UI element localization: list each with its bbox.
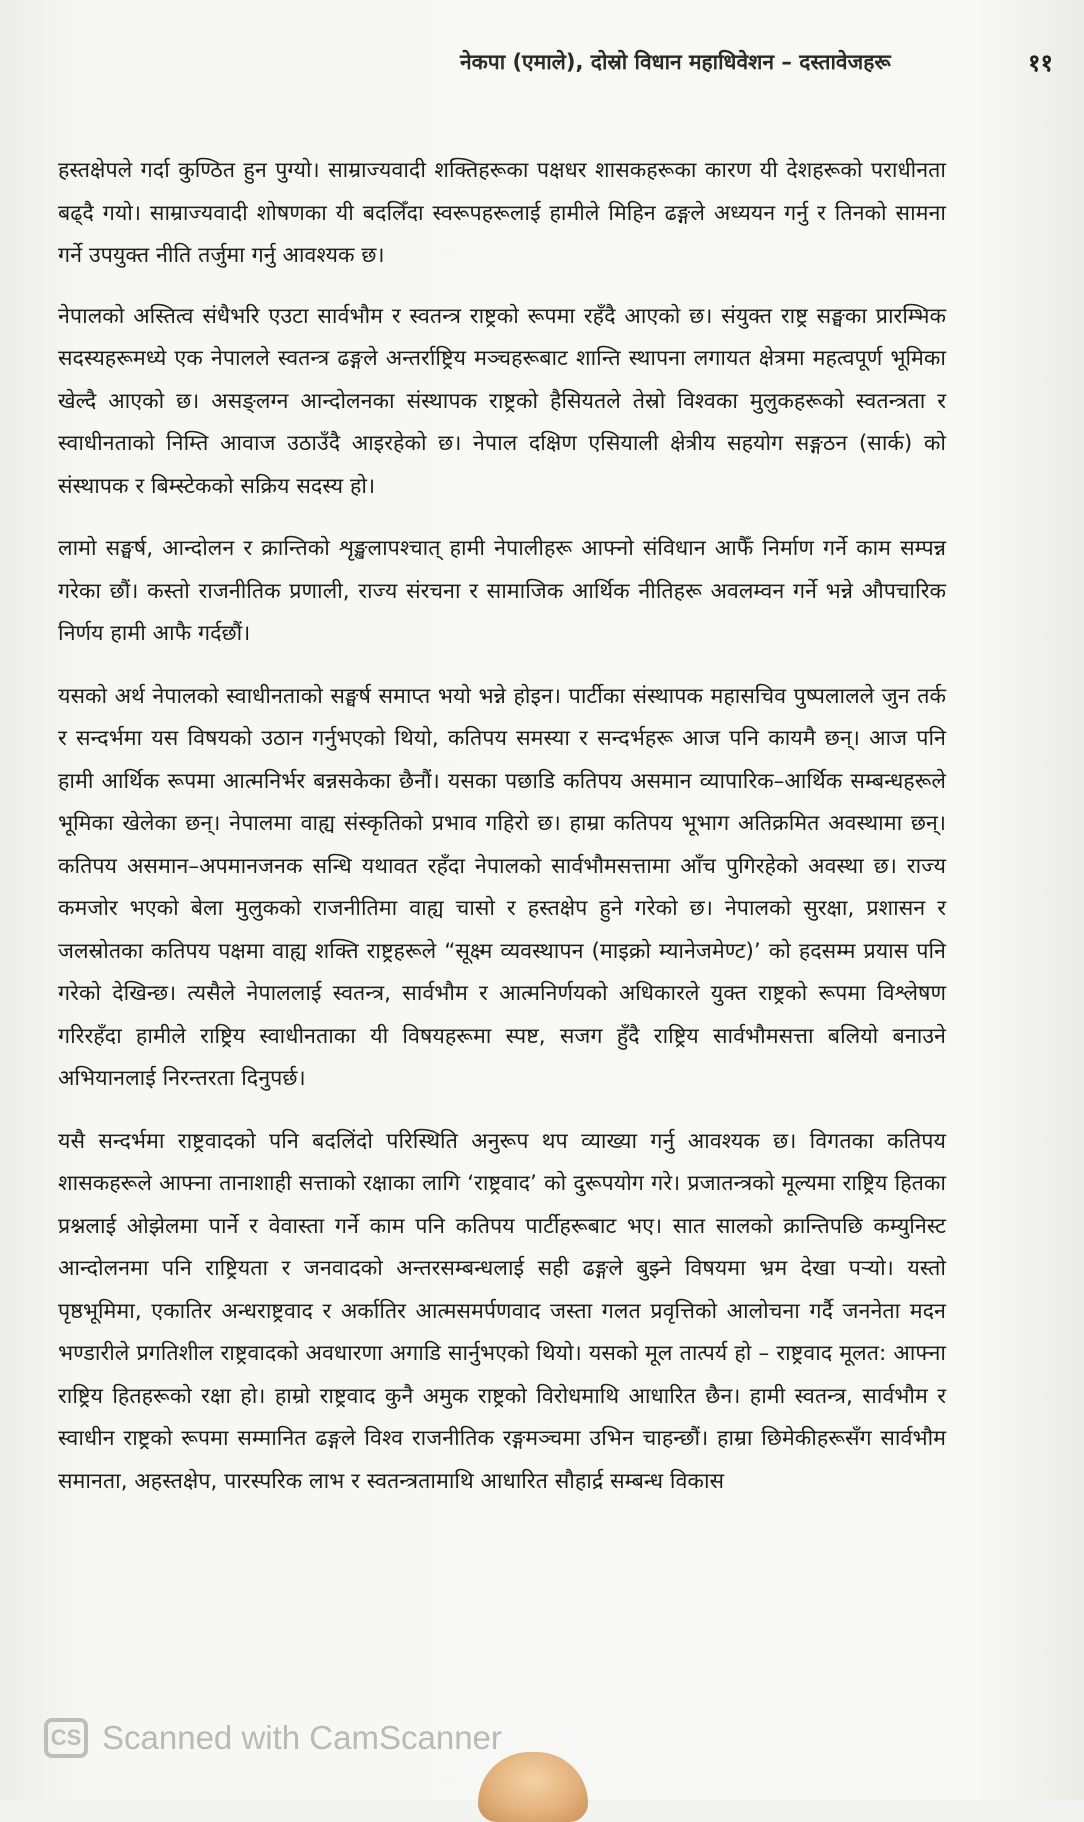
camscanner-watermark xyxy=(44,1718,502,1758)
finger-thumb-image xyxy=(478,1752,588,1822)
paragraph-4: यसको अर्थ नेपालको स्वाधीनताको सङ्घर्ष समाप्त भयो भन्ने होइन। पार्टीका संस्थापक महासचिव पुष्पलालले जुन तर्क र सन्दर्भमा यस विषयको उठान गर्नुभएको थियो, कतिपय समस्या र सन्दर्भहरू आज पनि कायमै छन्। आज पनि हामी आर्थिक रूपमा आत्मनिर्भर बन्नसकेका छैनौं। यसका पछाडि कतिपय असमान व्यापारिक–आर्थिक सम्बन्धहरूले भूमिका खेलेका छन्। नेपालमा वाह्य संस्कृतिको प्रभाव गहिरो छ। हाम्रा कतिपय भूभाग अतिक्रमित अवस्थामा छन्। कतिपय असमान–अपमानजनक सन्धि यथावत रहँदा नेपालको सार्वभौमसत्तामा आँच पुगिरहेको अवस्था छ। राज्य कमजोर भएको बेला मुलुकको राजनीतिमा वाह्य चासो र हस्तक्षेप हुने गरेको छ। नेपालको सुरक्षा, प्रशासन र जलस्रोतका कतिपय पक्षमा वाह्य शक्ति राष्ट्रहरूले “सूक्ष्म व्यवस्थापन (माइक्रो म्यानेजमेण्ट)’ को हदसम्म प्रयास पनि गरेको देखिन्छ। त्यसैले नेपाललाई स्वतन्त्र, सार्वभौम र आत्मनिर्णयको अधिकारले युक्त राष्ट्रको रूपमा विश्लेषण गरिरहँदा हामीले राष्ट्रिय स्वाधीनताका यी विषयहरूमा स्पष्ट, सजग हुँदै राष्ट्रिय सार्वभौमसत्ता बलियो बनाउने अभियानलाई निरन्तरता दिनुपर्छ। xyxy=(58,683,946,1091)
paragraph-5: यसै सन्दर्भमा राष्ट्रवादको पनि बदलिंदो परिस्थिति अनुरूप थप व्याख्या गर्नु आवश्यक छ। विगतका कतिपय शासकहरूले आफ्ना तानाशाही सत्ताको रक्षाका लागि ‘राष्ट्रवाद’ को दुरूपयोग गरे। प्रजातन्त्रको मूल्यमा राष्ट्रिय हितका प्रश्नलाई ओझेलमा पार्ने र वेवास्ता गर्ने काम पनि कतिपय पार्टीहरूबाट भए। सात सालको क्रान्तिपछि कम्युनिस्ट आन्दोलनमा पनि राष्ट्रियता र जनवादको अन्तरसम्बन्धलाई सही ढङ्गले बुझ्ने विषयमा भ्रम देखा पऱ्यो। यस्तो पृष्ठभूमिमा, एकातिर अन्धराष्ट्रवाद र अर्कातिर आत्मसमर्पणवाद जस्ता गलत प्रवृत्तिको आलोचना गर्दै जननेता मदन भण्डारीले प्रगतिशील राष्ट्रवादको अवधारणा अगाडि सार्नुभएको थियो। यसको मूल तात्पर्य हो – राष्ट्रवाद मूलत: आफ्ना राष्ट्रिय हितहरूको रक्षा हो। हाम्रो राष्ट्रवाद कुनै अमुक राष्ट्रको विरोधमाथि आधारित छैन। हामी स्वतन्त्र, सार्वभौम र स्वाधीन राष्ट्रको रूपमा सम्मानित ढङ्गले विश्व राजनीतिक रङ्गमञ्चमा उभिन चाहन्छौं। हाम्रा छिमेकीहरूसँग सार्वभौम समानता, अहस्तक्षेप, पारस्परिक लाभ र स्वतन्त्रतामाथि आधारित सौहार्द्र सम्बन्ध विकास xyxy=(58,1128,946,1494)
page-body xyxy=(58,150,946,1523)
camscanner-logo-icon: CS xyxy=(44,1718,88,1758)
watermark-text: Scanned with CamScanner xyxy=(102,1719,502,1756)
page-number: ११ xyxy=(1028,49,1053,77)
paragraph-1: हस्तक्षेपले गर्दा कुण्ठित हुन पुग्यो। साम्राज्यवादी शक्तिहरूका पक्षधर शासकहरूका कारण यी देशहरूको पराधीनता बढ्दै गयो। साम्राज्यवादी शोषणका यी बदलिँदा स्वरूपहरूलाई हामीले मिहिन ढङ्गले अध्ययन गर्नु र तिनको सामना गर्ने उपयुक्त नीति तर्जुमा गर्नु आवश्यक छ। xyxy=(58,158,946,268)
running-header: नेकपा (एमाले), दोस्रो विधान महाधिवेशन – दस्तावेजहरू xyxy=(460,50,891,74)
paragraph-3: लामो सङ्घर्ष, आन्दोलन र क्रान्तिको शृङ्खलापश्चात् हामी नेपालीहरू आफ्नो संविधान आफैँ निर्माण गर्ने काम सम्पन्न गरेका छौं। कस्तो राजनीतिक प्रणाली, राज्य संरचना र सामाजिक आर्थिक नीतिहरू अवलम्वन गर्ने भन्ने औपचारिक निर्णय हामी आफै गर्दछौं। xyxy=(58,536,946,646)
paragraph-2: नेपालको अस्तित्व संधैभरि एउटा सार्वभौम र स्वतन्त्र राष्ट्रको रूपमा रहँदै आएको छ। संयुक्त राष्ट्र सङ्घका प्रारम्भिक सदस्यहरूमध्ये एक नेपालले स्वतन्त्र ढङ्गले अन्तर्राष्ट्रिय मञ्चहरूबाट शान्ति स्थापना लगायत क्षेत्रमा महत्वपूर्ण भूमिका खेल्दै आएको छ। असङ्लग्न आन्दोलनका संस्थापक राष्ट्रको हैसियतले तेस्रो विश्वका मुलुकहरूको स्वतन्त्रता र स्वाधीनताको निम्ति आवाज उठाउँदै आइरहेको छ। नेपाल दक्षिण एसियाली क्षेत्रीय सहयोग सङ्गठन (सार्क) को संस्थापक र बिम्स्टेकको सक्रिय सदस्य हो। xyxy=(58,303,946,499)
